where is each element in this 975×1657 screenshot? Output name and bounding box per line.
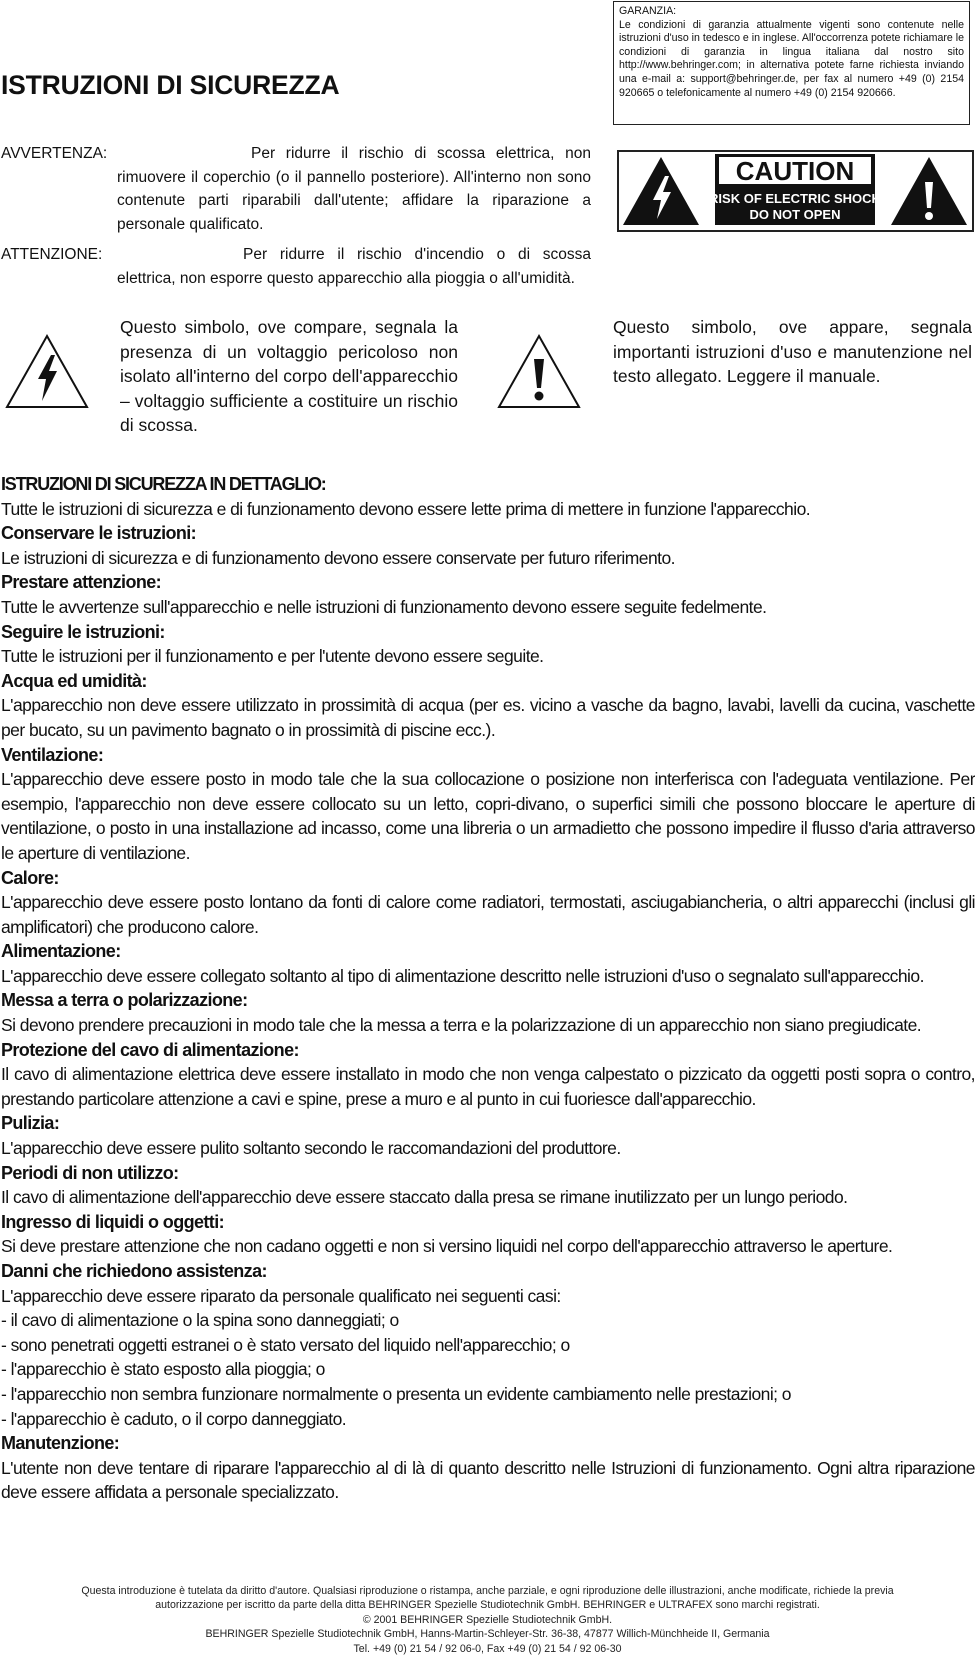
section-title: Protezione del cavo di alimentazione: — [1, 1039, 299, 1060]
exclamation-warning-icon — [496, 333, 582, 411]
list-item: - il cavo di alimentazione o la spina sono danneggiati; o — [1, 1310, 399, 1331]
section-ventilazione — [1, 743, 975, 866]
section-calore — [1, 866, 975, 940]
details-intro: Tutte le istruzioni di sicurezza e di funzionamento devono essere lette prima di mettere in funzione l'apparecchio. — [1, 498, 811, 519]
section-title: Ingresso di liquidi o oggetti: — [1, 1211, 224, 1232]
section-text: L'apparecchio deve essere collegato soltanto al tipo di alimentazione descritto nelle istruzioni d'uso o segnalato sull'apparecchio. — [1, 965, 924, 986]
danni-list — [1, 1284, 975, 1432]
section-title: Seguire le istruzioni: — [1, 621, 165, 642]
section-ingresso — [1, 1210, 975, 1259]
section-title: Manutenzione: — [1, 1433, 120, 1454]
avvertenza-label: AVVERTENZA: — [1, 145, 108, 162]
footer-authorization: autorizzazione per iscritto da parte della ditta BEHRINGER Spezielle Studiotechnik GmbH. BEHRINGER e ULTRAFEX sono marchi registrati. — [155, 1599, 820, 1612]
voltage-symbol-text: Questo simbolo, ove compare, segnala la presenza di un voltaggio pericoloso non isolato all'interno del corpo dell'apparecchio – voltaggio sufficiente a costituire un rischio di scossa. — [120, 317, 458, 435]
caution-graphic — [619, 152, 972, 230]
section-text: L'apparecchio non deve essere utilizzato in prossimità di acqua (per es. vicino a vasche da bagno, lavabi, lavelli da cucina, vaschette per bucato, su un pavimento bagnato o in prossimità di piscine ecc.). — [1, 695, 975, 740]
section-danni — [1, 1259, 975, 1431]
section-text: L'utente non deve tentare di riparare l'apparecchio al di là di quanto descritto nelle Istruzioni di funzionamento. Ogni altra riparazione deve essere affidata a personale specializzato. — [1, 1457, 975, 1503]
footer-copyright-notice: Questa introduzione è tutelata da diritto d'autore. Qualsiasi riproduzione o ristampa, anche parziale, e ogni riproduzione delle illustrazioni, anche modificate, richiede la previa — [81, 1585, 894, 1597]
caution-label — [617, 150, 974, 232]
caution-plate — [709, 154, 882, 225]
footer-contact: Tel. +49 (0) 21 54 / 92 06-0, Fax +49 (0) 21 54 / 92 06-30 — [353, 1642, 622, 1655]
section-text: Si deve prestare attenzione che non cadano oggetti e non si versino liquidi nel corpo dell'apparecchio attraverso le aperture. — [1, 1236, 893, 1257]
section-text: Tutte le istruzioni per il funzionamento e per l'utente devono essere seguite. — [1, 646, 544, 667]
attenzione-label: ATTENZIONE: — [1, 246, 103, 263]
caution-word: CAUTION — [735, 156, 855, 186]
avvertenza-text: Per ridurre il rischio di scossa elettrica, non rimuovere il coperchio (o il pannello posteriore). All'interno non sono contenute parti riparabili dall'utente; affidare la riparazione a personale qualificato. — [117, 145, 591, 233]
section-title: Danni che richiedono assistenza: — [1, 1261, 267, 1281]
section-title: Alimentazione: — [1, 941, 121, 962]
list-item: - l'apparecchio è caduto, o il corpo danneggiato. — [1, 1408, 347, 1429]
warranty-text: Le condizioni di garanzia attualmente vigenti sono contenute nelle istruzioni d'uso in tedesco e in inglese. All'occorrenza potete richiamare le condizioni di garanzia in lingua italiana dal nostro sito http://www.behringer.com; in alternativa potete farne richiesta inviando una e-mail a: support@behringer.de, per fax al numero +49 (0) 2154 920665 o telefonicamente al numero +49 (0) 2154 920666. — [619, 18, 964, 99]
footer-address: BEHRINGER Spezielle Studiotechnik GmbH, Hanns-Martin-Schleyer-Str. 36-38, 47877 Willich-Münchheide II, Germania — [205, 1628, 770, 1641]
avvertenza-block — [1, 142, 591, 236]
section-text: Il cavo di alimentazione dell'apparecchio deve essere staccato dalla presa se rimane inutilizzato per un lungo periodo. — [1, 1187, 848, 1208]
section-title: Acqua ed umidità: — [1, 670, 147, 691]
section-title: Calore: — [1, 867, 59, 888]
section-alimentazione — [1, 939, 975, 988]
section-conservare — [1, 521, 975, 570]
list-item: - l'apparecchio non sembra funzionare normalmente o presenta un evidente cambiamento nelle prestazioni; o — [1, 1383, 791, 1404]
section-text: Tutte le avvertenze sull'apparecchio e nelle istruzioni di funzionamento devono essere seguite fedelmente. — [1, 596, 767, 617]
section-text: Le istruzioni di sicurezza e di funzionamento devono essere conservate per futuro riferimento. — [1, 547, 675, 568]
voltage-warning-icon — [4, 333, 90, 411]
section-pulizia — [1, 1111, 975, 1160]
detailed-instructions — [1, 472, 975, 1505]
list-item: - l'apparecchio è stato esposto alla pioggia; o — [1, 1359, 325, 1380]
details-heading: ISTRUZIONI DI SICUREZZA IN DETTAGLIO: — [1, 474, 326, 494]
attenzione-block — [1, 243, 591, 290]
section-title: Pulizia: — [1, 1113, 60, 1134]
section-protezione-cavo — [1, 1038, 975, 1112]
section-title: Ventilazione: — [1, 744, 104, 765]
section-title: Messa a terra o polarizzazione: — [1, 990, 248, 1011]
footer — [0, 1584, 975, 1656]
section-prestare — [1, 570, 975, 619]
footer-copyright: © 2001 BEHRINGER Spezielle Studiotechnik GmbH. — [362, 1613, 613, 1626]
warranty-box — [613, 1, 970, 125]
exclamation-symbol-text: Questo simbolo, ove appare, segnala importanti istruzioni d'uso e manutenzione nel testo allegato. Leggere il manuale. — [613, 317, 972, 386]
exclamation-triangle-icon — [891, 157, 967, 225]
section-text: L'apparecchio deve essere pulito soltanto secondo le raccomandazioni del produttore. — [1, 1138, 621, 1159]
caution-line2: DO NOT OPEN — [749, 207, 841, 222]
section-seguire — [1, 620, 975, 669]
section-periodi — [1, 1161, 975, 1210]
section-title: Prestare attenzione: — [1, 572, 162, 593]
section-manutenzione — [1, 1431, 975, 1505]
section-title: Periodi di non utilizzo: — [1, 1162, 179, 1183]
warranty-title: GARANZIA: — [619, 5, 677, 17]
caution-line1: RISK OF ELECTRIC SHOCK — [709, 191, 881, 206]
lightning-triangle-icon — [623, 157, 699, 225]
section-text: L'apparecchio deve essere posto in modo tale che la sua collocazione o posizione non interferisca con l'adeguata ventilazione. Per esempio, l'apparecchio non deve essere collocato su un letto, copri-divano, o superfici simili che possono bloccare le aperture di ventilazione, o posto in una installazione ad incasso, come una libreria o un armadietto che possono impedire il flusso d'aria attraverso le aperture di ventilazione. — [1, 769, 975, 863]
danni-intro: L'apparecchio deve essere riparato da personale qualificato nei seguenti casi: — [1, 1285, 561, 1306]
section-text: Si devono prendere precauzioni in modo tale che la messa a terra e la polarizzazione di un apparecchio non siano pregiudicate. — [1, 1015, 922, 1036]
list-item: - sono penetrati oggetti estranei o è stato versato del liquido nell'apparecchio; o — [1, 1334, 570, 1355]
section-text: L'apparecchio deve essere posto lontano da fonti di calore come radiatori, termostati, asciugabiancheria, o altri apparecchi (inclusi gli amplificatori) che producono calore. — [1, 892, 975, 937]
section-messa-a-terra — [1, 988, 975, 1037]
attenzione-text: Per ridurre il rischio d'incendio o di scossa elettrica, non esporre questo apparecchio alla pioggia o all'umidità. — [117, 246, 591, 287]
page-title: ISTRUZIONI DI SICUREZZA — [1, 70, 340, 100]
section-text: Il cavo di alimentazione elettrica deve essere installato in modo che non venga calpestato o pizzicato da oggetti posti sopra o contro, prestando particolare attenzione a cavi e spine, prese a muro e al punto in cui fuoriesce dall'apparecchio. — [1, 1064, 975, 1109]
section-acqua — [1, 669, 975, 743]
section-title: Conservare le istruzioni: — [1, 523, 197, 544]
